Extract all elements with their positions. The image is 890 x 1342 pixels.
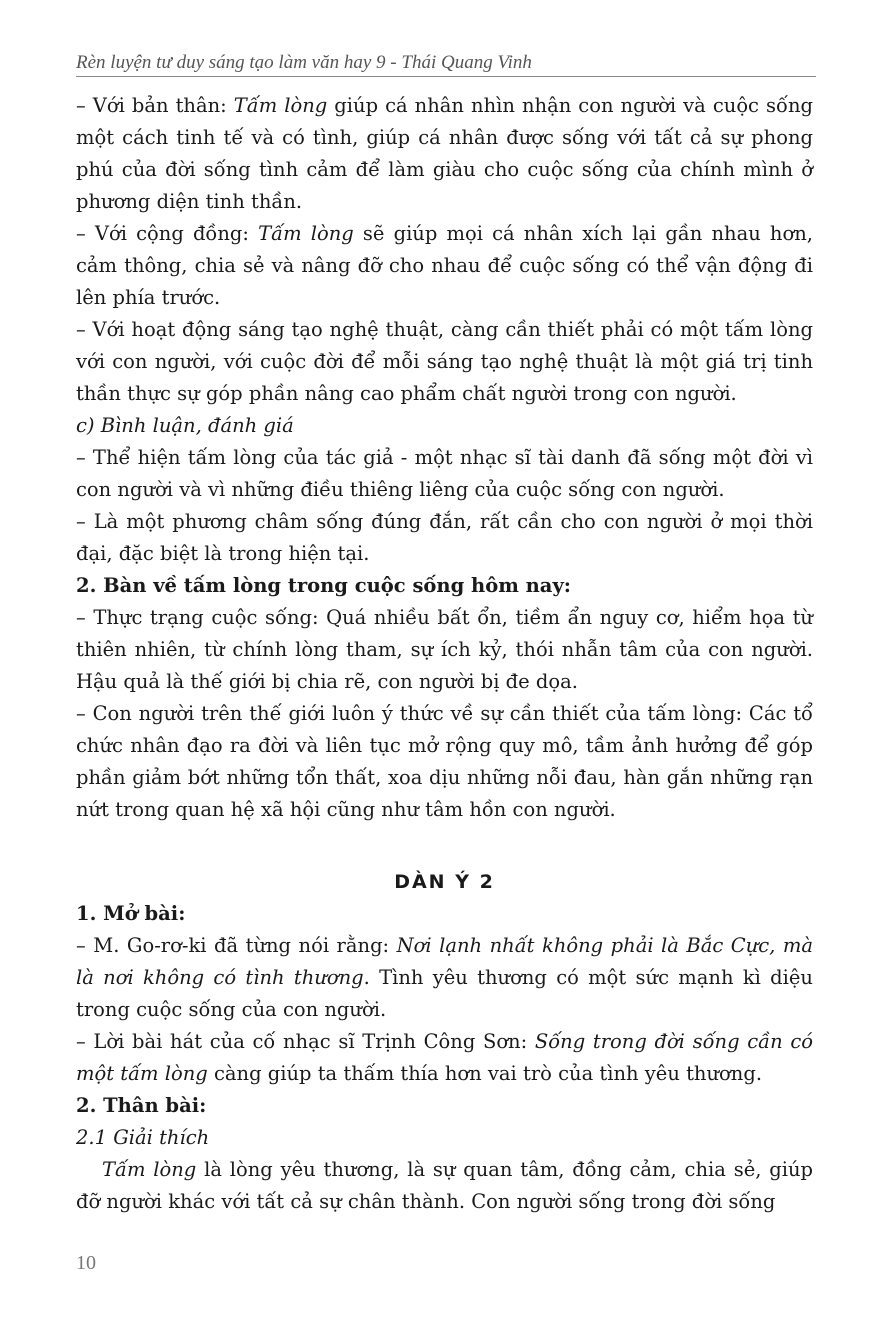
running-header: Rèn luyện tư duy sáng tạo làm văn hay 9 - Thái Quang Vinh — [76, 52, 816, 77]
heading-ban-ve: 2. Bàn về tấm lòng trong cuộc sống hôm nay: — [76, 574, 571, 597]
paragraph-sang-tao: – Với hoạt động sáng tạo nghệ thuật, càng cần thiết phải có một tấm lòng với con người, với cuộc đời để mỗi sáng tạo nghệ thuật là một giá trị tinh thần thực sự góp phần nâng cao phẩm chất người trong con người. — [76, 318, 813, 405]
paragraph-giai-thich: Tấm lòng là lòng yêu thương, là sự quan tâm, đồng cảm, chia sẻ, giúp đỡ người khác với tất cả sự chân thành. Con người sống trong đời sống — [76, 1158, 813, 1213]
paragraph-phuong-cham: – Là một phương châm sống đúng đắn, rất cần cho con người ở mọi thời đại, đặc biệt là trong hiện tại. — [76, 510, 813, 565]
paragraph-the-hien: – Thể hiện tấm lòng của tác giả - một nhạc sĩ tài danh đã sống một đời vì con người và vì những điều thiêng liêng của cuộc sống con người. — [76, 446, 813, 501]
paragraph-cong-dong: – Với cộng đồng: Tấm lòng sẽ giúp mọi cá nhân xích lại gần nhau hơn, cảm thông, chia sẻ và nâng đỡ cho nhau để cuộc sống có thể vận động đi lên phía trước. — [76, 222, 813, 309]
paragraph-thuc-trang: – Thực trạng cuộc sống: Quá nhiều bất ổn, tiềm ẩn nguy cơ, hiểm họa từ thiên nhiên, từ chính lòng tham, sự ích kỷ, thói nhẫn tâm của con người. Hậu quả là thế giới bị chia rẽ, con người bị đe dọa. — [76, 606, 813, 693]
section-title-dan-y-2: DÀN Ý 2 — [394, 871, 495, 893]
paragraph-gorki: – M. Go-rơ-ki đã từng nói rằng: Nơi lạnh nhất không phải là Bắc Cực, mà là nơi không có tình thương. Tình yêu thương có một sức mạnh kì diệu trong cuộc sống của con người. — [76, 934, 813, 1021]
heading-than-bai: 2. Thân bài: — [76, 1094, 207, 1117]
paragraph-nhan-dao: – Con người trên thế giới luôn ý thức về sự cần thiết của tấm lòng: Các tổ chức nhân đạo ra đời và liên tục mở rộng quy mô, tầm ảnh hưởng để góp phần giảm bớt những tổn thất, xoa dịu những nỗi đau, hàn gắn những rạn nứt trong quan hệ xã hội cũng như tâm hồn con người. — [76, 702, 813, 821]
subheading-binh-luan: c) Bình luận, đánh giá — [76, 414, 294, 437]
paragraph-ban-than: – Với bản thân: Tấm lòng giúp cá nhân nhìn nhận con người và cuộc sống một cách tinh tế và có tình, giúp cá nhân được sống với tất cả sự phong phú của đời sống tình cảm để làm giàu cho cuộc sống của chính mình ở phương diện tinh thần. — [76, 94, 813, 213]
page-body — [76, 90, 813, 1218]
page-number: 10 — [76, 1252, 96, 1274]
subheading-giai-thich: 2.1 Giải thích — [76, 1126, 210, 1149]
paragraph-trinh-cong-son: – Lời bài hát của cố nhạc sĩ Trịnh Công Sơn: Sống trong đời sống cần có một tấm lòng càng giúp ta thấm thía hơn vai trò của tình yêu thương. — [76, 1030, 813, 1085]
heading-mo-bai: 1. Mở bài: — [76, 902, 186, 925]
